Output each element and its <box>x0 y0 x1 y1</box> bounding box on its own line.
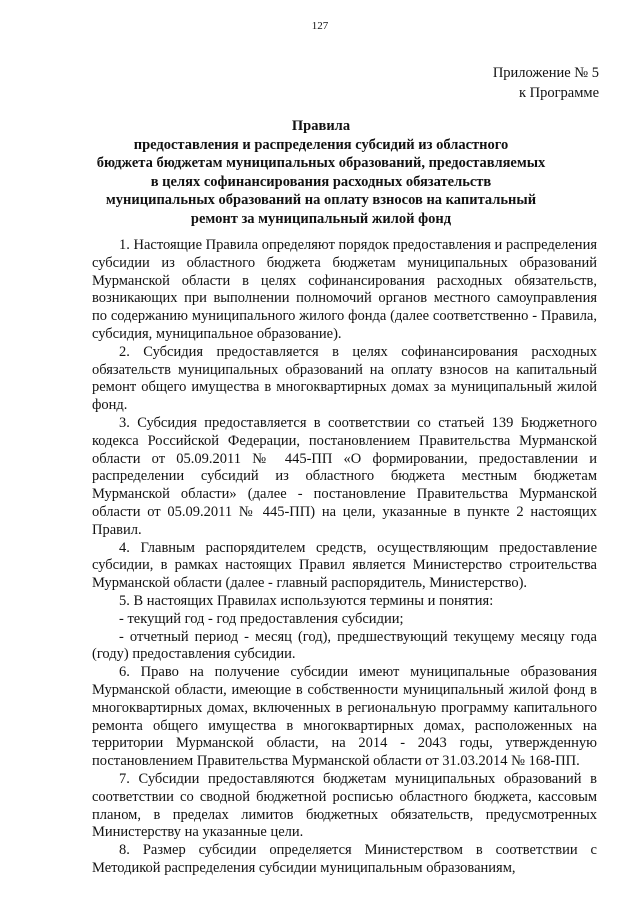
title-line: в целях софинансирования расходных обязательств <box>150 173 492 190</box>
paragraph-3: 3. Субсидия предоставляется в соответствии со статьей 139 Бюджетного кодекса Российской Федерации, постановлением Правительства Мурманской области от 05.09.2011 № 445-ПП «О формировании, предоставлении и распределении субсидий из областного бюджета местным бюджетам Мурманской области» (далее - постановление Правительства Мурманской области от 05.09.2011 № 445-ПП) на цели, указанные в пункте 2 настоящих Правил. <box>92 414 597 538</box>
page-number: 127 <box>311 20 329 32</box>
paragraph-5: 5. В настоящих Правилах используются термины и понятия: <box>119 592 494 609</box>
paragraph-6: 6. Право на получение субсидии имеют муниципальные образования Мурманской области, имеющие в собственности муниципальный жилой фонд в многоквартирных домах, включенных в региональную программу капитального ремонта общего имущества в многоквартирных домах, расположенных на территории Мурманской области, на 2014 - 2043 годы, утвержденную постановлением Правительства Мурманской области от 31.03.2014 № 168-ПП. <box>92 664 597 770</box>
document-title <box>84 117 558 228</box>
paragraph-8: 8. Размер субсидии определяется Министерством в соответствии с Методикой распределения субсидии муниципальным образованиям, <box>92 842 597 876</box>
title-heading: Правила <box>291 118 351 134</box>
definition-current-year: - текущий год - год предоставления субсидии; <box>119 610 404 627</box>
title-line: муниципальных образований на оплату взносов на капитальный <box>105 192 537 208</box>
appendix-reference <box>493 63 599 103</box>
appendix-number: Приложение № 5 <box>492 65 599 81</box>
definition-reporting-period: - отчетный период - месяц (год), предшествующий текущему месяцу года (году) предоставления субсидии. <box>92 628 597 663</box>
paragraph-1: 1. Настоящие Правила определяют порядок предоставления и распределения субсидии из областного бюджета бюджетам муниципальных образований Мурманской области в целях софинансирования расходных обязательств, возникающих при выполнении полномочий органов местного самоуправления по содержанию муниципального жилого фонда (далее соответственно - Правила, субсидия, муниципальное образование). <box>92 237 597 342</box>
title-line: предоставления и распределения субсидий из областного <box>133 136 509 153</box>
paragraph-4: 4. Главным распорядителем средств, осуществляющим предоставление субсидии, в рамках настоящих Правил является Министерство строительства Мурманской области (далее - главный распорядитель, Министерство). <box>92 539 597 592</box>
title-line: бюджета бюджетам муниципальных образований, предоставляемых <box>96 155 546 171</box>
title-line: ремонт за муниципальный жилой фонд <box>190 210 452 227</box>
paragraph-2: 2. Субсидия предоставляется в целях софинансирования расходных обязательств муниципальных образований на оплату взносов на капитальный ремонт общего имущества в многоквартирных домах за муниципальный жилой фонд. <box>92 343 597 414</box>
paragraph-7: 7. Субсидии предоставляются бюджетам муниципальных образований в соответствии со сводной бюджетной росписью областного бюджета, кассовым планом, в пределах лимитов бюджетных обязательств, предусмотренных Министерству на указанные цели. <box>92 770 597 841</box>
appendix-program: к Программе <box>518 85 599 101</box>
document-body <box>92 237 597 878</box>
